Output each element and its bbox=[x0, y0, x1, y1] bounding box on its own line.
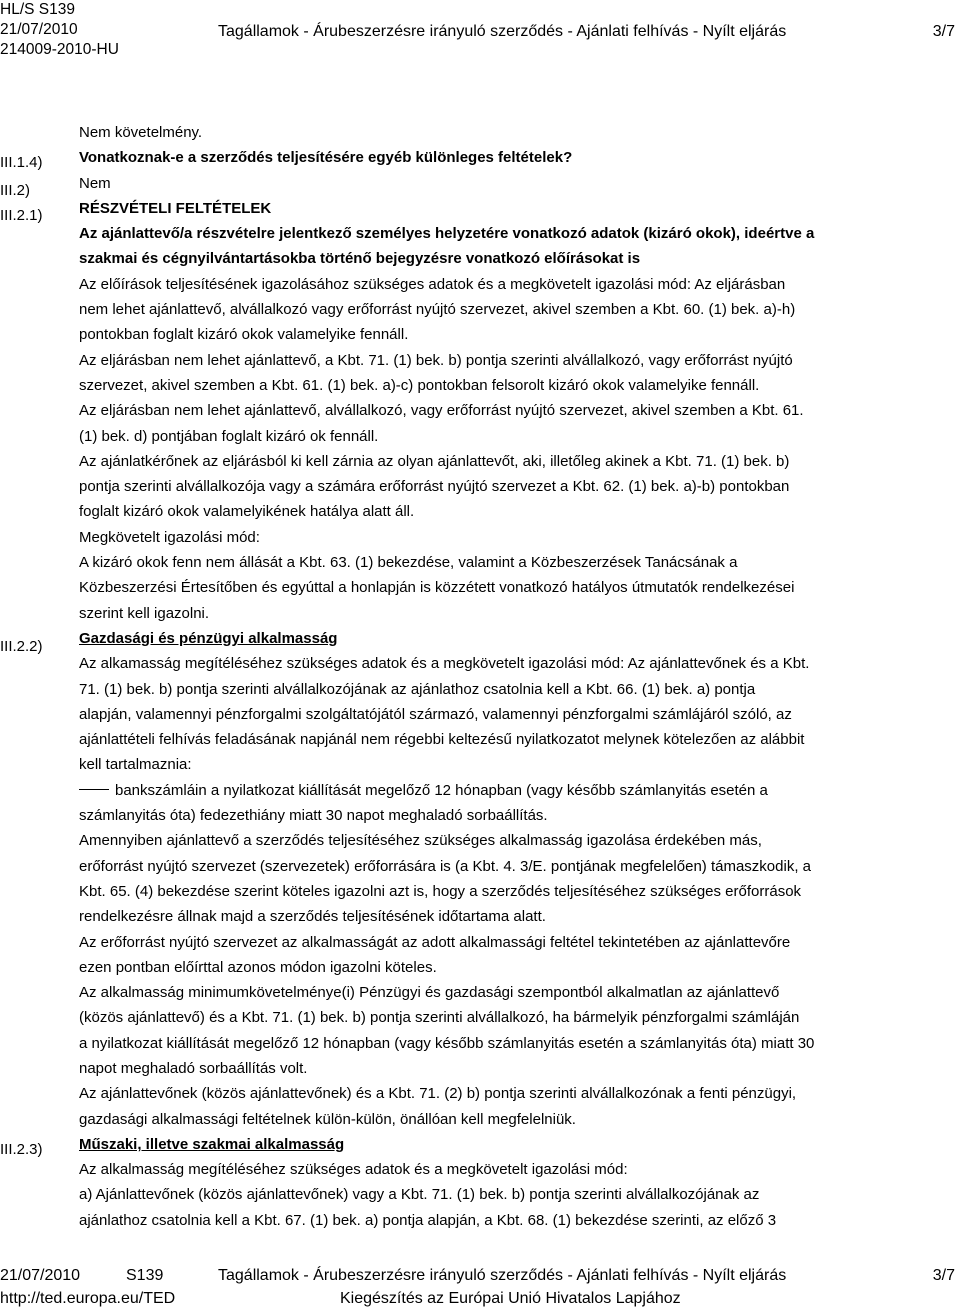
section-number: III.2.3) bbox=[0, 1141, 43, 1158]
footer-subtitle: Kiegészítés az Európai Unió Hivatalos Lapjához bbox=[340, 1290, 681, 1307]
header-notice-number: 214009-2010-HU bbox=[0, 41, 119, 58]
text-line: Az ajánlatkérőnek az eljárásból ki kell zárnia az olyan ajánlattevőt, aki, illetőleg akinek a Kbt. 71. (1) bek. b) bbox=[79, 452, 790, 470]
text-line: Kbt. 65. (4) bekezdése szerint köteles igazolni azt is, hogy a szerződés teljesítéséhez szükséges erőforrások bbox=[79, 882, 802, 900]
text-line: nem lehet ajánlattevő, alvállalkozó vagy erőforrást nyújtó szervezet, akivel szemben a Kbt. 60. (1) bek. a)-h) bbox=[79, 301, 796, 319]
question-line: Vonatkoznak-e a szerződés teljesítésére egyéb különleges feltételek? bbox=[79, 149, 573, 167]
section-number: III.2) bbox=[0, 182, 31, 199]
text-line: Nem követelmény. bbox=[79, 124, 203, 141]
text-line: Közbeszerzési Értesítőben és egyúttal a honlapján is közzétett vonatkozó hatályos útmutatók rendelkezései bbox=[79, 579, 795, 597]
text-line: Az alkalmasság megítéléséhez szükséges adatok és a megkövetelt igazolási mód: bbox=[79, 1161, 628, 1179]
text-line: számlanyitás óta) fedezethiány miatt 30 napot meghaladó sorbaállítás. bbox=[79, 807, 548, 825]
text-line: szervezet, akivel szemben a Kbt. 61. (1) bek. a)-c) pontokban felsorolt kizáró okok valamelyike fennáll. bbox=[79, 376, 760, 394]
text-line: pontja szerinti alvállalkozója vagy a számára erőforrást nyújtó szervezet a Kbt. 62. (1) bek. a)-b) pontokban bbox=[79, 478, 790, 496]
section-heading: RÉSZVÉTELI FELTÉTELEK bbox=[79, 199, 272, 217]
section-number: III.2.1) bbox=[0, 207, 43, 224]
header-left bbox=[0, 0, 160, 60]
footer-date: 21/07/2010 bbox=[0, 1267, 81, 1284]
text-line: foglalt kizáró okok valamelyikének hatálya alatt áll. bbox=[79, 503, 415, 521]
text-line: a nyilatkozat kiállítását megelőző 12 hónapban (vagy később számlanyitás esetén a számlanyitás óta) miatt 30 bbox=[79, 1034, 815, 1052]
text-line: (közös ajánlattevő) és a Kbt. 71. (1) bek. b) pontja szerinti alvállalkozó, ha bármelyik pénzforgalmi számláján bbox=[79, 1009, 800, 1027]
document-body bbox=[79, 120, 959, 1233]
footer-title: Tagállamok - Árubeszerzésre irányuló szerződés - Ajánlati felhívás - Nyílt eljárás bbox=[218, 1267, 787, 1284]
subheading-line: szakmai és cégnyilvántartásokba történő bejegyzésre vonatkozó előírásokat is bbox=[79, 250, 641, 268]
text-line: Amennyiben ajánlattevő a szerződés teljesítéséhez szükséges alkalmasság igazolása érdekében más, bbox=[79, 832, 762, 850]
section-heading: Műszaki, illetve szakmai alkalmasság bbox=[79, 1135, 345, 1153]
text-line: erőforrást nyújtó szervezet (szervezetek) erőforrására is (a Kbt. 4. 3/E. pontjának megfelelően) támaszkodik, a bbox=[79, 857, 811, 875]
text-line: ajánlattételi felhívás feladásának napjánál nem régebbi keltezésű nyilatkozatot melynek kötelezően az alábbit bbox=[79, 731, 805, 749]
text-line: (1) bek. d) pontjában foglalt kizáró ok fennáll. bbox=[79, 427, 379, 445]
text-line: ezen pontban előírttal azonos módon igazolni köteles. bbox=[79, 958, 437, 976]
text-line: a) Ajánlattevőnek (közös ajánlattevőnek) vagy a Kbt. 71. (1) bek. b) pontja szerinti alvállalkozójának az bbox=[79, 1186, 760, 1204]
text-line: Nem bbox=[79, 174, 111, 192]
text-line: gazdasági alkalmassági feltételnek külön-külön, önállóan kell megfelelniük. bbox=[79, 1110, 576, 1128]
text-line: szerint kell igazolni. bbox=[79, 604, 210, 622]
footer-page-number: 3/7 bbox=[932, 1267, 955, 1284]
page-header bbox=[0, 0, 960, 68]
text-line: Az előírások teljesítésének igazolásához szükséges adatok és a megkövetelt igazolási mód: Az eljárásban bbox=[79, 275, 786, 293]
section-number: III.2.2) bbox=[0, 638, 43, 655]
header-doc-id: HL/S S139 bbox=[0, 1, 75, 18]
text-line: Az erőforrást nyújtó szervezet az alkalmasságát az adott alkalmassági feltétel tekintetében az ajánlattevőre bbox=[79, 933, 791, 951]
header-page-number: 3/7 bbox=[932, 23, 955, 40]
text-line: 71. (1) bek. b) pontja szerinti alvállalkozójának az ajánlathoz csatolnia kell a Kbt. 66. (1) bek. a) pontja bbox=[79, 680, 756, 698]
text-line: Az alkalmasság minimumkövetelménye(i) Pénzügyi és gazdasági szempontból alkalmatlan az ajánlattevő bbox=[79, 984, 780, 1002]
header-date: 21/07/2010 bbox=[0, 21, 78, 38]
text-line: Az eljárásban nem lehet ajánlattevő, alvállalkozó, vagy erőforrást nyújtó szervezet, akivel szemben a Kbt. 61. bbox=[79, 402, 804, 420]
text-line: napot meghaladó sorbaállítás volt. bbox=[79, 1059, 308, 1077]
text-line: A kizáró okok fenn nem állását a Kbt. 63. (1) bekezdése, valamint a Közbeszerzések Tanácsának a bbox=[79, 554, 738, 572]
footer-series: S139 bbox=[126, 1267, 164, 1284]
text-line: Az eljárásban nem lehet ajánlattevő, a Kbt. 71. (1) bek. b) pontja szerinti alvállalkozó, vagy erőforrást nyújtó bbox=[79, 351, 793, 369]
list-item bbox=[79, 778, 959, 803]
text-line: rendelkezésre állnak majd a szerződés teljesítésének időtartama alatt. bbox=[79, 908, 546, 926]
text-line: Az alkamasság megítéléséhez szükséges adatok és a megkövetelt igazolási mód: Az ajánlattevőnek és a Kbt. bbox=[79, 655, 810, 673]
text-line: Az ajánlattevőnek (közös ajánlattevőnek) és a Kbt. 71. (2) b) pontja szerinti alvállalkozónak a fenti pénzügyi, bbox=[79, 1085, 797, 1103]
text-line: Megkövetelt igazolási mód: bbox=[79, 528, 260, 546]
page-footer bbox=[0, 1266, 960, 1311]
section-number: III.1.4) bbox=[0, 154, 43, 171]
header-title: Tagállamok - Árubeszerzésre irányuló szerződés - Ajánlati felhívás - Nyílt eljárás bbox=[218, 23, 787, 40]
list-item-text: bankszámláin a nyilatkozat kiállítását megelőző 12 hónapban (vagy később számlanyitás esetén a bbox=[115, 781, 768, 799]
section-heading: Gazdasági és pénzügyi alkalmasság bbox=[79, 629, 338, 647]
footer-url[interactable]: http://ted.europa.eu/TED bbox=[0, 1290, 176, 1307]
text-line: alapján, valamennyi pénzforgalmi szolgáltatójától származó, valamennyi pénzforgalmi számlájáról szóló, az bbox=[79, 705, 792, 723]
dash-bullet bbox=[79, 789, 109, 790]
text-line: kell tartalmaznia: bbox=[79, 756, 192, 774]
text-line: pontokban foglalt kizáró okok valamelyike fennáll. bbox=[79, 326, 409, 344]
subheading-line: Az ajánlattevő/a részvételre jelentkező személyes helyzetére vonatkozó adatok (kizáró okok), ideértve a bbox=[79, 225, 815, 243]
text-line: ajánlathoz csatolnia kell a Kbt. 67. (1) bek. a) pontja alapján, a Kbt. 68. (1) bekezdése szerinti, az előző 3 bbox=[79, 1211, 777, 1229]
